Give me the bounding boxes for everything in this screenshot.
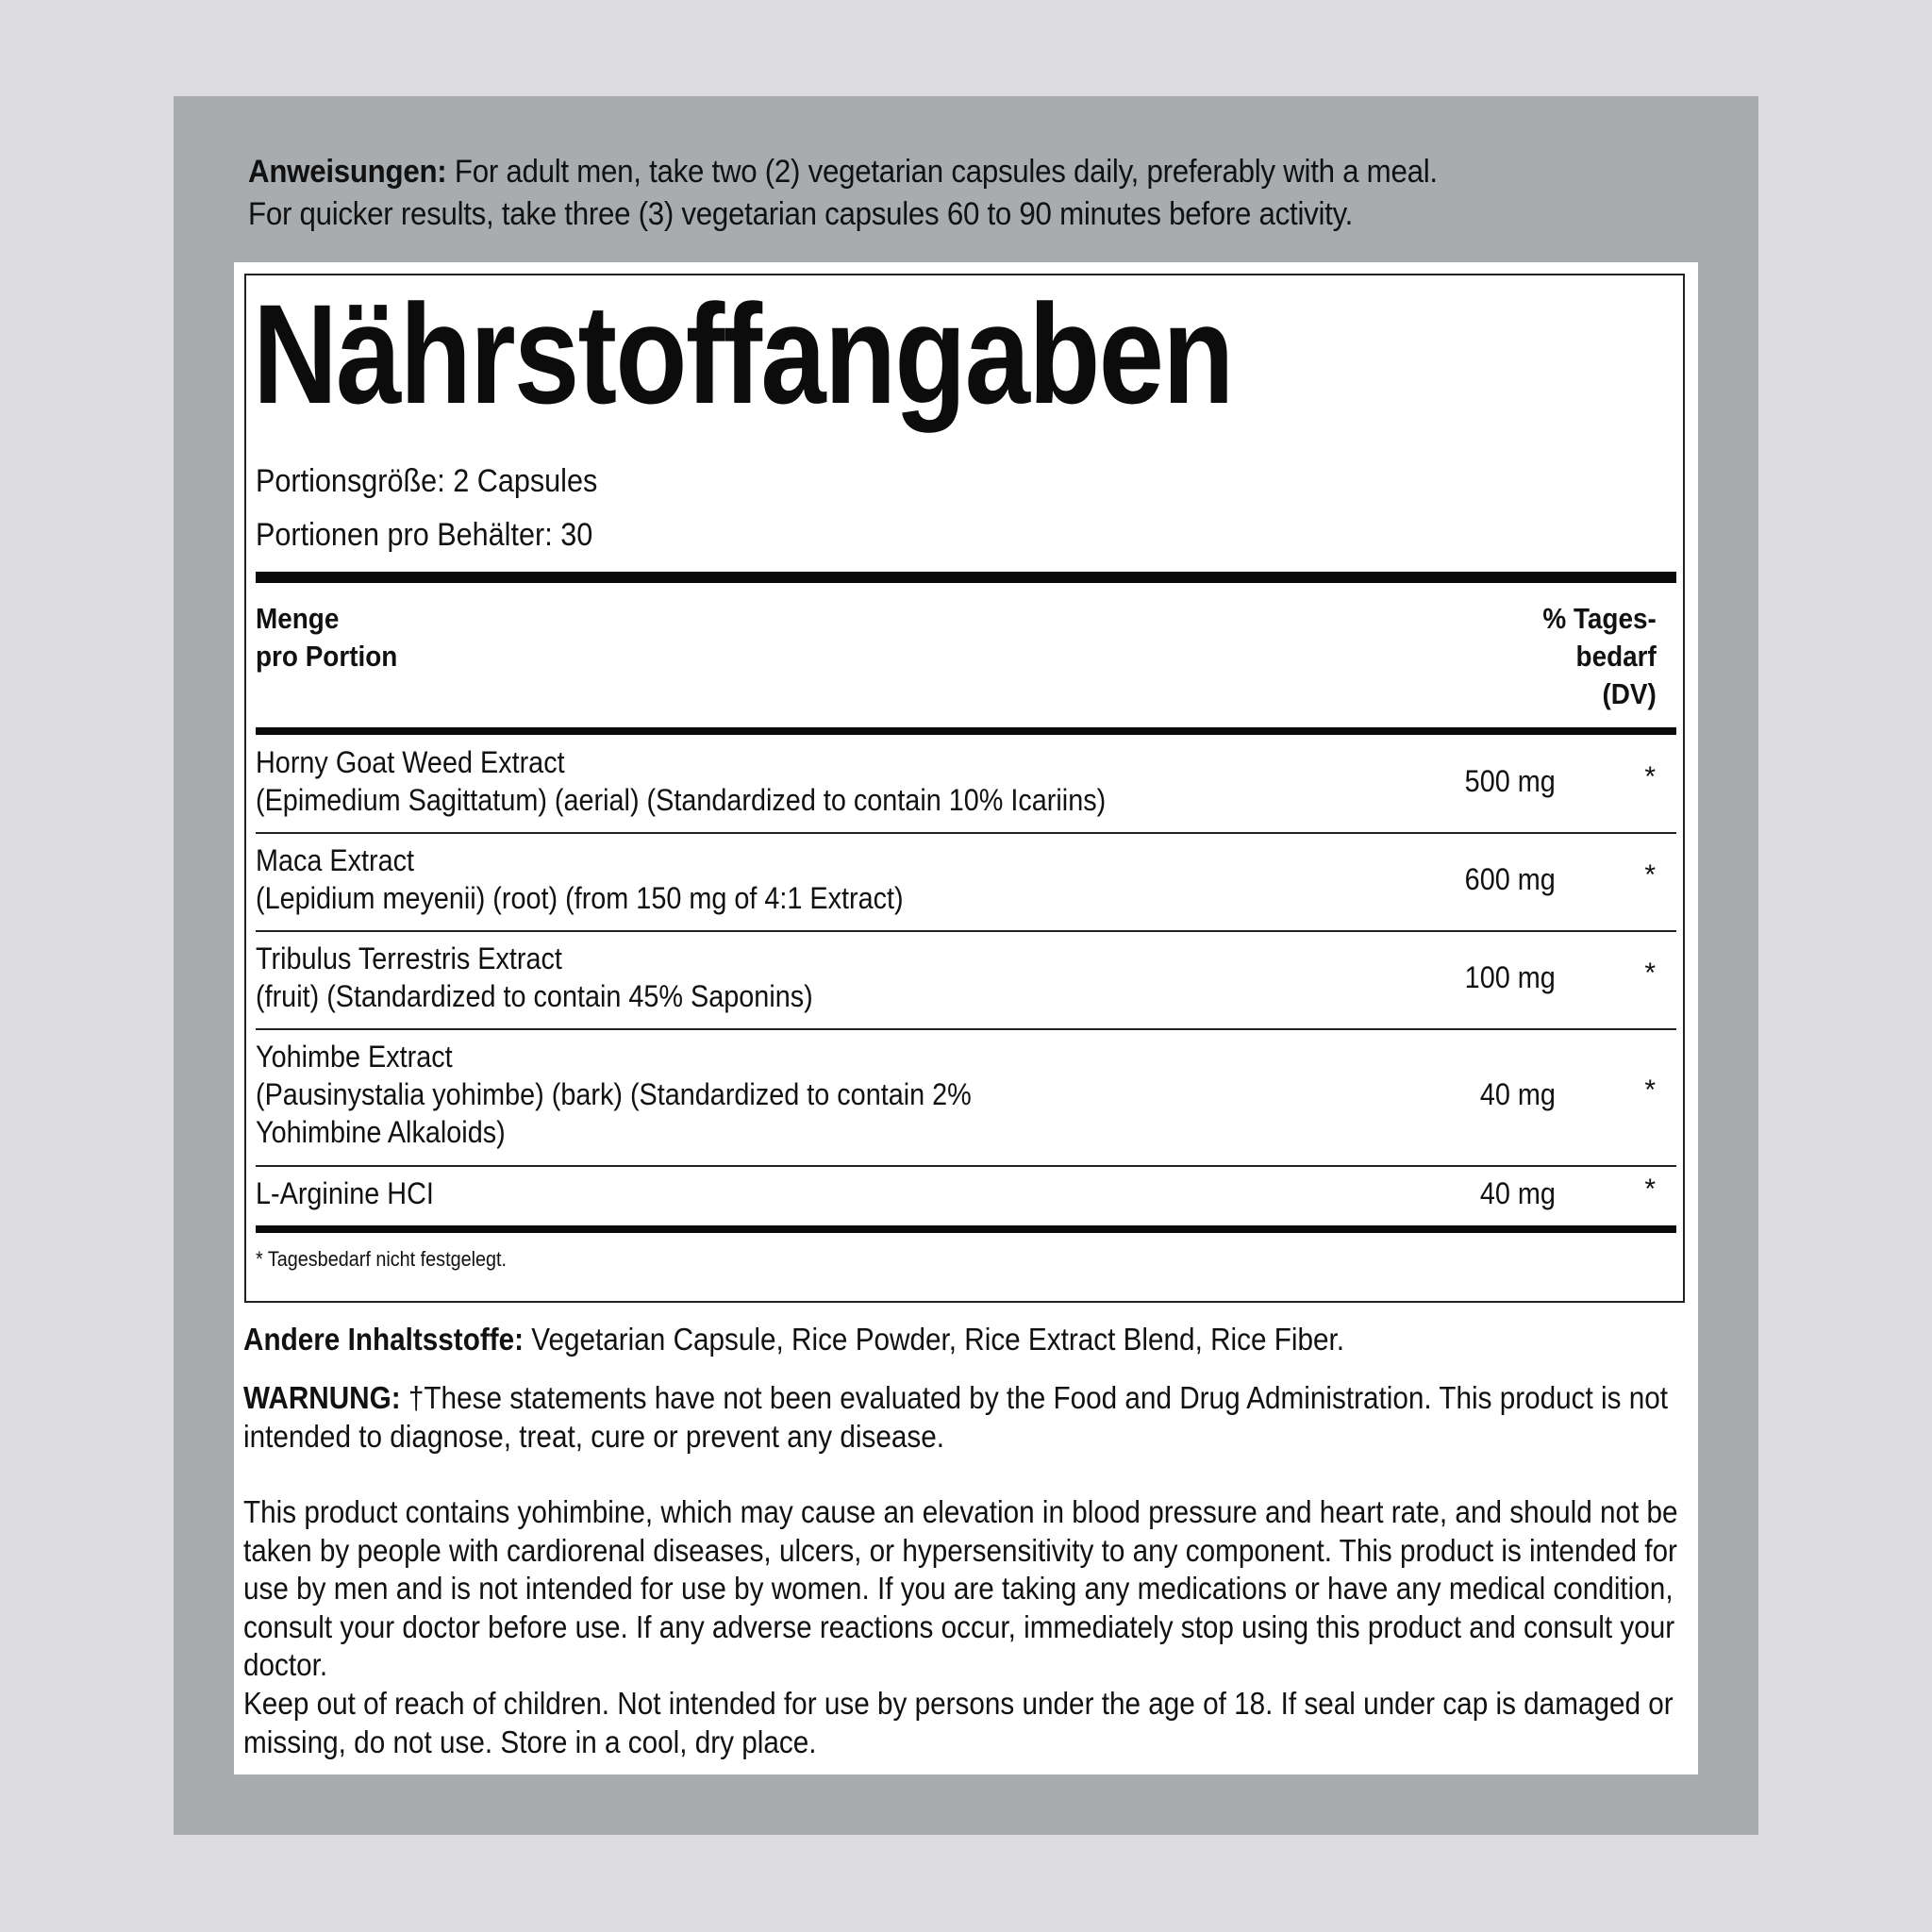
row-divider (256, 930, 1676, 932)
nutrient-dv: * (1644, 761, 1656, 792)
facts-title: Nährstoffangaben (253, 275, 1233, 433)
nutrient-amount: 40 mg (1479, 1176, 1556, 1210)
nutrient-dv: * (1644, 1074, 1656, 1106)
nutrient-name (256, 841, 1359, 917)
amount-per-serving-header (256, 600, 397, 675)
warning-paragraph (243, 1379, 1678, 1456)
storage-warning: Keep out of reach of children. Not intended for use by persons under the age of 18. If seal under cap is damaged or missing, do not use. Store in a cool, dry place. (243, 1686, 1674, 1759)
nutrient-title: Maca Extract (256, 843, 415, 877)
servings-per-container: Portionen pro Behälter: 30 (256, 517, 593, 553)
nutrient-detail: (Pausinystalia yohimbe) (bark) (Standardized to contain 2% Yohimbine Alkaloids) (256, 1077, 972, 1149)
nutrient-amount: 100 mg (1464, 960, 1556, 994)
warning-text: †These statements have not been evaluated by the Food and Drug Administration. This product is not intended to diagnose, treat, cure or prevent any disease. (243, 1380, 1669, 1454)
daily-value-header (1543, 600, 1657, 713)
nutrient-dv: * (1644, 958, 1656, 989)
nutrient-dv: * (1644, 859, 1656, 891)
divider-thick (256, 572, 1676, 583)
row-divider (256, 1165, 1676, 1167)
nutrient-amount: 600 mg (1464, 862, 1556, 896)
other-ingredients-label: Andere Inhaltsstoffe: (243, 1322, 525, 1357)
directions-line-2: For quicker results, take three (3) vegetarian capsules 60 to 90 minutes before activity. (248, 196, 1354, 232)
nutrient-title: Yohimbe Extract (256, 1040, 453, 1074)
dv-footnote: * Tagesbedarf nicht festgelegt. (256, 1247, 508, 1271)
divider-bottom (256, 1225, 1676, 1233)
nutrient-name (256, 1038, 1088, 1151)
nutrient-detail: (fruit) (Standardized to contain 45% Saponins) (256, 979, 813, 1013)
yohimbine-warning: This product contains yohimbine, which may cause an elevation in blood pressure and heart rate, and should not be taken by people with cardiorenal diseases, ulcers, or hypersensitivity to any component. This product is intended for use by men and is not intended for use by women. If you are taking any medications or have any medical condition, consult your doctor before use. If any adverse reactions occur, immediately stop using this product and consult your doctor. (243, 1494, 1678, 1682)
nutrient-title: Horny Goat Weed Extract (256, 745, 565, 779)
other-ingredients-text: Vegetarian Capsule, Rice Powder, Rice Extract Blend, Rice Fiber. (531, 1322, 1345, 1357)
nutrient-name (256, 743, 1359, 819)
nutrient-title: L-Arginine HCI (256, 1176, 434, 1210)
row-divider (256, 832, 1676, 834)
nutrient-name (256, 940, 1359, 1015)
header-left-line-1: Menge (256, 602, 340, 635)
serving-size: Portionsgröße: 2 Capsules (256, 463, 598, 499)
header-left-line-2: pro Portion (256, 640, 398, 673)
nutrient-title: Tribulus Terrestris Extract (256, 941, 562, 975)
header-right-line-3: (DV) (1602, 677, 1657, 710)
other-ingredients (243, 1321, 1678, 1359)
warning-label: WARNUNG: (243, 1380, 401, 1415)
header-right-line-2: bedarf (1575, 640, 1657, 673)
nutrient-dv: * (1644, 1174, 1656, 1205)
row-divider (256, 1028, 1676, 1030)
directions (248, 151, 1567, 236)
nutrient-amount: 40 mg (1479, 1077, 1556, 1111)
header-right-line-1: % Tages- (1542, 602, 1657, 635)
directions-line-1: For adult men, take two (2) vegetarian capsules daily, preferably with a meal. (454, 154, 1438, 190)
divider-header (256, 727, 1676, 735)
directions-label: Anweisungen: (248, 154, 447, 190)
nutrient-name (256, 1174, 1359, 1212)
nutrient-amount: 500 mg (1464, 764, 1556, 798)
nutrient-detail: (Epimedium Sagittatum) (aerial) (Standardized to contain 10% Icariins) (256, 783, 1107, 817)
nutrient-detail: (Lepidium meyenii) (root) (from 150 mg of 4:1 Extract) (256, 881, 904, 915)
